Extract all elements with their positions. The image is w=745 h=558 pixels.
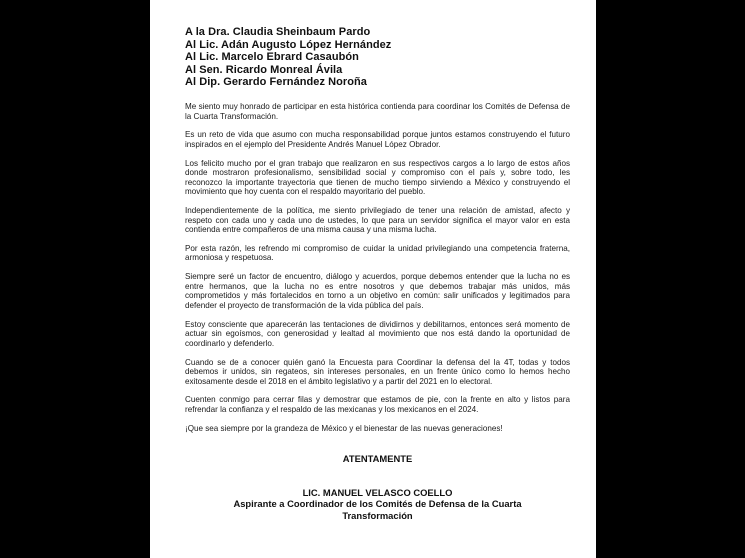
body-paragraph: ¡Que sea siempre por la grandeza de México y el bienestar de las nuevas generaciones!	[185, 423, 503, 433]
recipient-line: Al Lic. Marcelo Ebrard Casaubón	[185, 51, 359, 64]
recipients-block	[185, 26, 570, 89]
signature-block	[185, 487, 570, 521]
body-paragraph: Los felicito mucho por el gran trabajo que realizaron en sus respectivos cargos a lo largo de estos años donde mostraron profesionalismo, sensibilidad social y compromiso con el país y, sobre todo, les reconozco la importante trayectoria que tienen de mucho tiempo sirviendo a México y construyendo el movimiento que hoy cuenta con el respaldo mayoritario del pueblo.	[185, 158, 570, 197]
letter-page	[150, 0, 596, 558]
body-paragraph: Siempre seré un factor de encuentro, diálogo y acuerdos, porque debemos entender que la lucha no es entre hermanos, que la lucha no es entre nosotros y que debemos trabajar más unidos, más comprometidos y más fortalecidos en torno a un objetivo en común: salir unificados y legitimados para defender el proyecto de transformación de la vida pública del país.	[185, 272, 570, 310]
signer-title: Transformación	[342, 509, 413, 521]
closing-salutation: ATENTAMENTE	[342, 453, 413, 465]
recipient-line: A la Dra. Claudia Sheinbaum Pardo	[185, 26, 371, 38]
body-paragraph: Independientemente de la política, me siento privilegiado de tener una relación de amistad, afecto y respeto con cada uno y cada uno de ustedes, lo que para un servidor significa el mayor valor en esta contienda entre compañeros de una misma causa y una misma lucha.	[185, 206, 570, 235]
letter-body	[185, 102, 570, 433]
signer-name: LIC. MANUEL VELASCO COELLO	[302, 487, 453, 499]
body-paragraph: Es un reto de vida que asumo con mucha responsabilidad porque juntos estamos construyendo el futuro inspirados en el ejemplo del Presidente Andrés Manuel López Obrador.	[185, 130, 570, 149]
body-paragraph: Estoy consciente que aparecerán las tentaciones de dividirnos y debilitarnos, entonces será momento de actuar sin egoísmos, con generosidad y lealtad al movimiento que nos está dando la oportunidad de coordinarlo y defenderlo.	[185, 319, 570, 348]
body-paragraph: Cuenten conmigo para cerrar filas y demostrar que estamos de pie, con la frente en alto y listos para refrendar la confianza y el respaldo de las mexicanas y los mexicanos en el 2024.	[185, 395, 570, 414]
body-paragraph: Me siento muy honrado de participar en esta histórica contienda para coordinar los Comités de Defensa de la Cuarta Transformación.	[185, 101, 570, 121]
recipient-line: Al Lic. Adán Augusto López Hernández	[185, 38, 392, 51]
recipient-line: Al Sen. Ricardo Monreal Ávila	[185, 63, 343, 76]
signer-title: Aspirante a Coordinador de los Comités de Defensa de la Cuarta	[233, 498, 522, 510]
body-paragraph: Cuando se de a conocer quién ganó la Encuesta para Coordinar la defensa del la 4T, todas y todos debemos ir unidos, sin regateos, sin intereses personales, en un frente único como lo hemos hecho exitosamente desde el 2018 en el ámbito legislativo y a partir del 2021 en lo electoral.	[185, 357, 570, 386]
recipient-line: Al Dip. Gerardo Fernández Noroña	[185, 76, 367, 89]
body-paragraph: Por esta razón, les refrendo mi compromiso de cuidar la unidad privilegiando una competencia fraterna, armoniosa y respetuosa.	[185, 243, 570, 263]
